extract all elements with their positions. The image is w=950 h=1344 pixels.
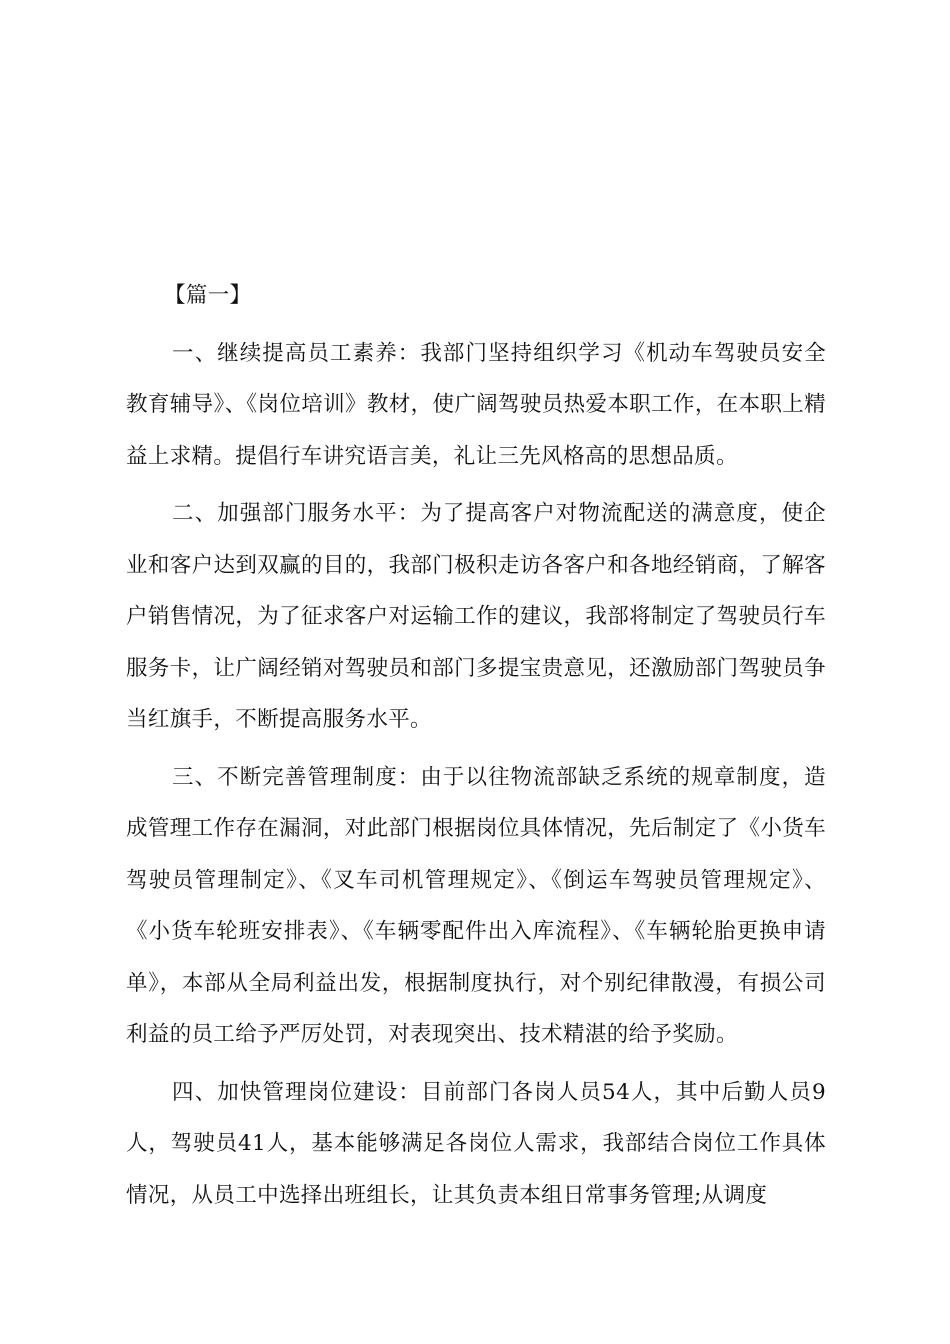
section-heading: 【篇一】 [164,283,252,308]
paragraph-1: 一、继续提高员工素养：我部门坚持组织学习《机动车驾驶员安全教育辅导》、《岗位培训》教材，使广阔驾驶员热爱本职工作，在本职上精益上求精。提倡行车讲究语言美，礼让三先风格高的思想品质。 [126,340,826,469]
paragraph-3: 三、不断完善管理制度：由于以往物流部缺乏系统的规章制度，造成管理工作存在漏洞，对此部门根据岗位具体情况，先后制定了《小货车驾驶员管理制定》、《叉车司机管理规定》、《倒运车驾驶员管理规定》、《小货车轮班安排表》、《车辆零配件出入库流程》、《车辆轮胎更换申请单》，本部从全局利益出发，根据制度执行，对个别纪律散漫，有损公司利益的员工给予严厉处罚，对表现突出、技术精湛的给予奖励。 [126,764,826,1047]
document-body [126,270,826,1221]
paragraph-2: 二、加强部门服务水平：为了提高客户对物流配送的满意度，使企业和客户达到双赢的目的，我部门极积走访各客户和各地经销商，了解客户销售情况，为了征求客户对运输工作的建议，我部将制定了驾驶员行车服务卡，让广阔经销对驾驶员和部门多提宝贵意见，还激励部门驾驶员争当红旗手，不断提高服务水平。 [126,501,826,732]
paragraph-4: 四、加快管理岗位建设：目前部门各岗人员54人，其中后勤人员9人，驾驶员41人，基本能够满足各岗位人需求，我部结合岗位工作具体情况，从员工中选择出班组长，让其负责本组日常事务管理;从调度 [126,1079,826,1208]
